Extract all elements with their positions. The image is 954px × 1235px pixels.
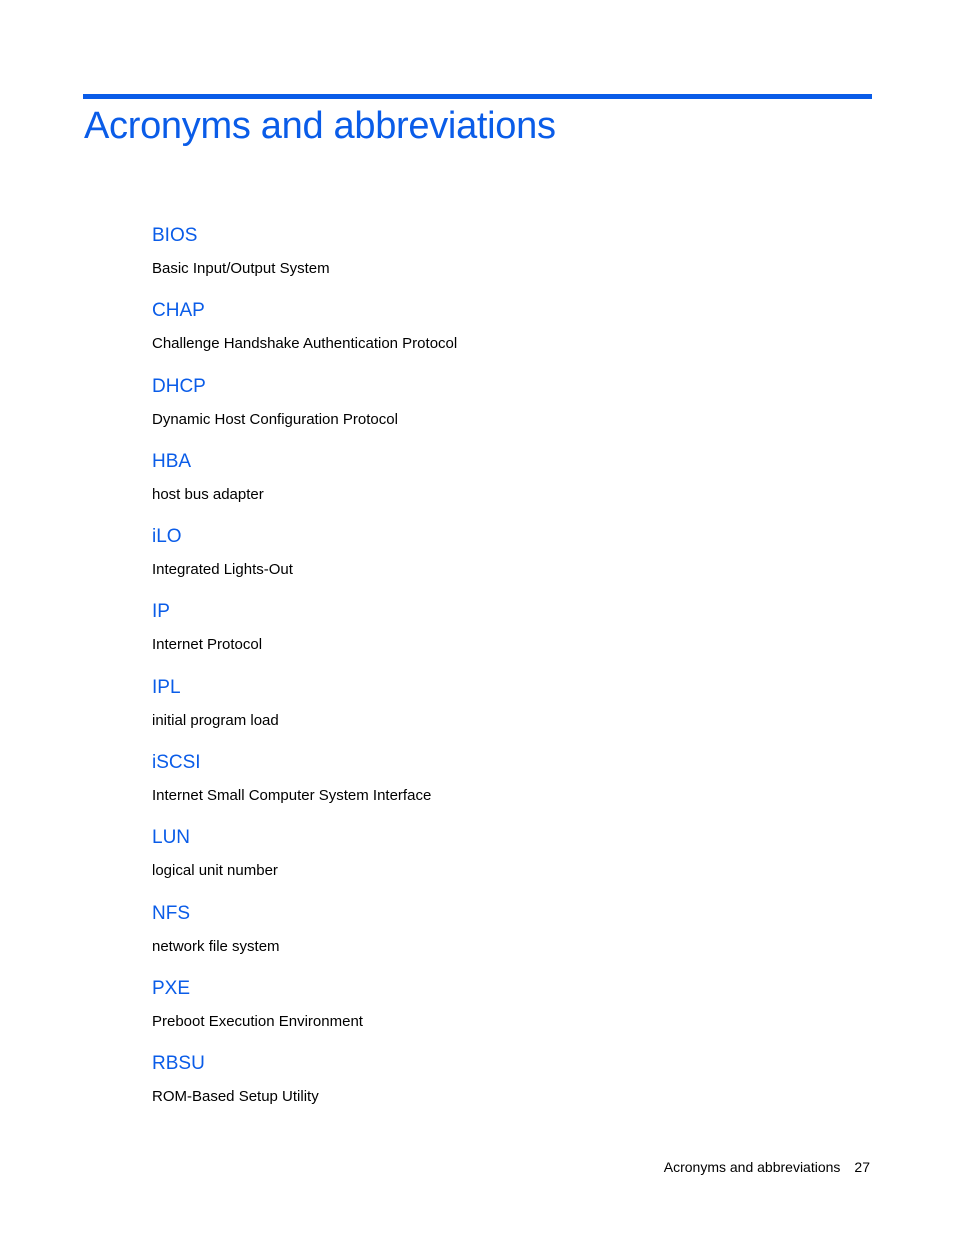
acronym-definition: Integrated Lights-Out [152,561,293,579]
acronym-entry [152,751,852,826]
acronym-entry [152,600,852,675]
acronym-entry [152,977,852,1052]
acronym-entry [152,1052,852,1127]
acronym-term: IPL [152,676,181,698]
acronym-term: PXE [152,977,191,999]
acronym-entry [152,826,852,901]
acronym-definition: ROM-Based Setup Utility [152,1088,319,1106]
acronym-definition: host bus adapter [152,485,264,503]
page-number: 27 [854,1159,870,1175]
acronym-term: IP [152,601,170,623]
acronym-entry [152,450,852,525]
acronym-term: iLO [152,526,182,548]
acronym-definition: Preboot Execution Environment [152,1012,363,1030]
acronym-definition: initial program load [152,711,279,729]
acronym-entry [152,676,852,751]
acronym-entry [152,224,852,299]
page-title: Acronyms and abbreviations [84,105,556,147]
page-footer [664,1157,870,1177]
acronym-list [152,224,852,1128]
acronym-term: BIOS [152,225,198,246]
acronym-definition: Basic Input/Output System [152,260,330,277]
footer-section-title: Acronyms and abbreviations [663,1159,841,1175]
acronym-entry [152,375,852,450]
acronym-term: NFS [152,902,190,924]
acronym-term: iSCSI [152,752,201,774]
acronym-entry [152,902,852,977]
acronym-definition: Challenge Handshake Authentication Protocol [152,335,458,353]
acronym-term: HBA [152,450,192,472]
acronym-definition: network file system [152,937,280,955]
acronym-term: CHAP [152,300,205,322]
title-rule [83,94,872,99]
acronym-term: DHCP [152,375,206,397]
acronym-definition: logical unit number [152,862,278,880]
acronym-term: LUN [152,827,191,849]
acronym-definition: Internet Small Computer System Interface [152,787,432,805]
acronym-term: RBSU [152,1053,205,1075]
acronym-definition: Dynamic Host Configuration Protocol [152,410,398,428]
acronym-definition: Internet Protocol [152,636,263,654]
acronym-entry [152,525,852,600]
acronym-entry [152,299,852,374]
